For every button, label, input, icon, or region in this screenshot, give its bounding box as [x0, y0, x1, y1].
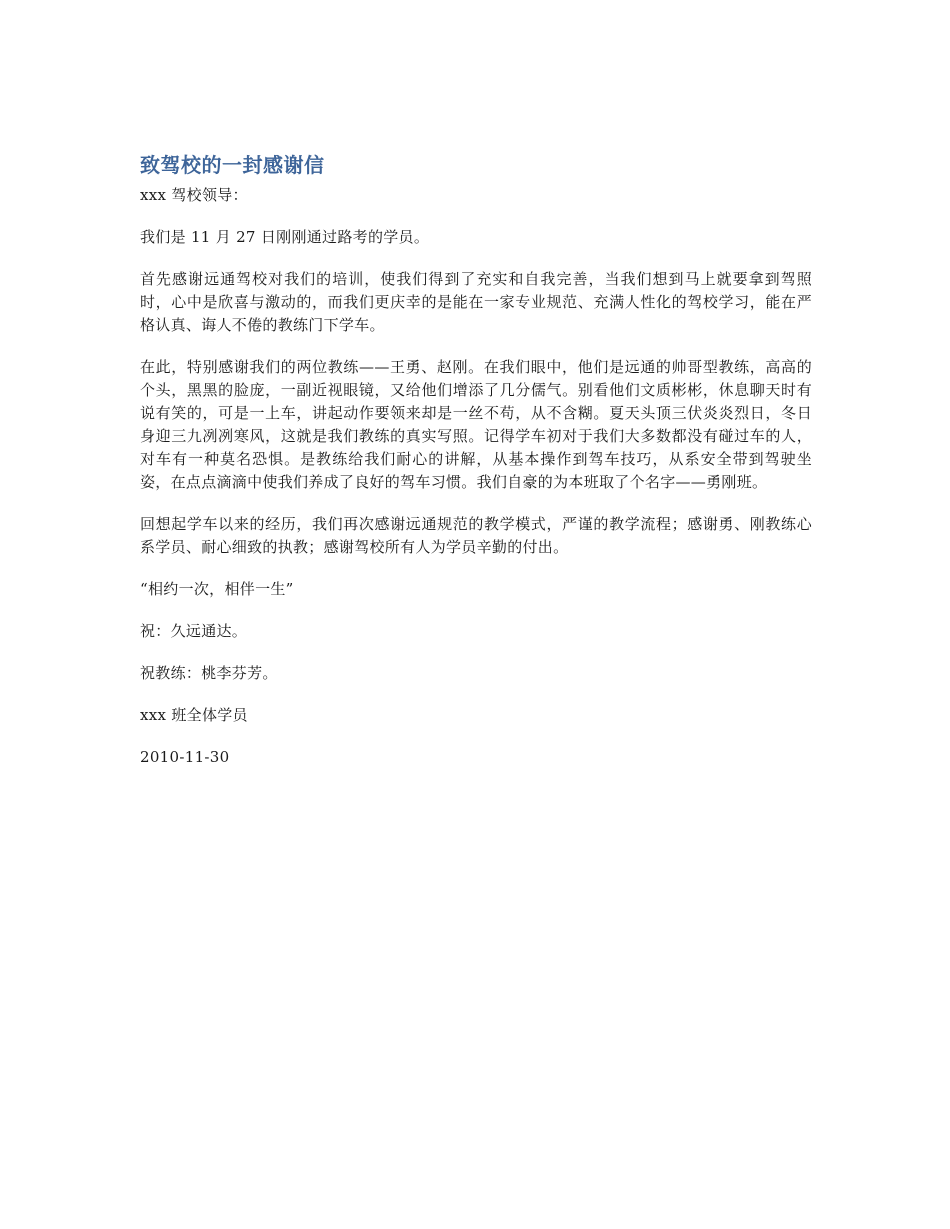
wish-school: 祝：久远通达。 — [140, 622, 248, 640]
signature: xxx 班全体学员 — [140, 706, 248, 724]
wish-coaches: 祝教练：桃李芬芳。 — [140, 664, 278, 682]
paragraph-intro: 我们是 11 月 27 日刚刚通过路考的学员。 — [140, 228, 430, 246]
letter-title: 致驾校的一封感谢信 — [140, 153, 325, 177]
paragraph-thanks-coaches: 在此，特别感谢我们的两位教练——王勇、赵刚。在我们眼中，他们是远通的帅哥型教练，高高的个头，黑黑的脸庞，一副近视眼镜，又给他们增添了几分儒气。别看他们文质彬彬，休息聊天时有说有笑的，可是一上车，讲起动作要领来却是一丝不苟，从不含糊。夏天头顶三伏炎炎烈日，冬日身迎三九冽冽寒风，这就是我们教练的真实写照。记得学车初对于我们大多数都没有碰过车的人，对车有一种莫名恐惧。是教练给我们耐心的讲解，从基本操作到驾车技巧，从系安全带到驾驶坐姿，在点点滴滴中使我们养成了良好的驾车习惯。我们自豪的为本班取了个名字——勇刚班。 — [140, 358, 812, 491]
motto-quote: “相约一次，相伴一生” — [140, 580, 294, 598]
letter-greeting: xxx 驾校领导： — [140, 186, 248, 204]
letter-page — [140, 150, 812, 788]
paragraph-reflection: 回想起学车以来的经历，我们再次感谢远通规范的教学模式，严谨的教学流程；感谢勇、刚教练心系学员、耐心细致的执教；感谢驾校所有人为学员辛勤的付出。 — [140, 515, 812, 556]
letter-date: 2010-11-30 — [140, 748, 230, 766]
paragraph-thanks-school: 首先感谢远通驾校对我们的培训，使我们得到了充实和自我完善，当我们想到马上就要拿到驾照时，心中是欣喜与激动的，而我们更庆幸的是能在一家专业规范、充满人性化的驾校学习，能在严格认真、诲人不倦的教练门下学车。 — [140, 270, 812, 334]
